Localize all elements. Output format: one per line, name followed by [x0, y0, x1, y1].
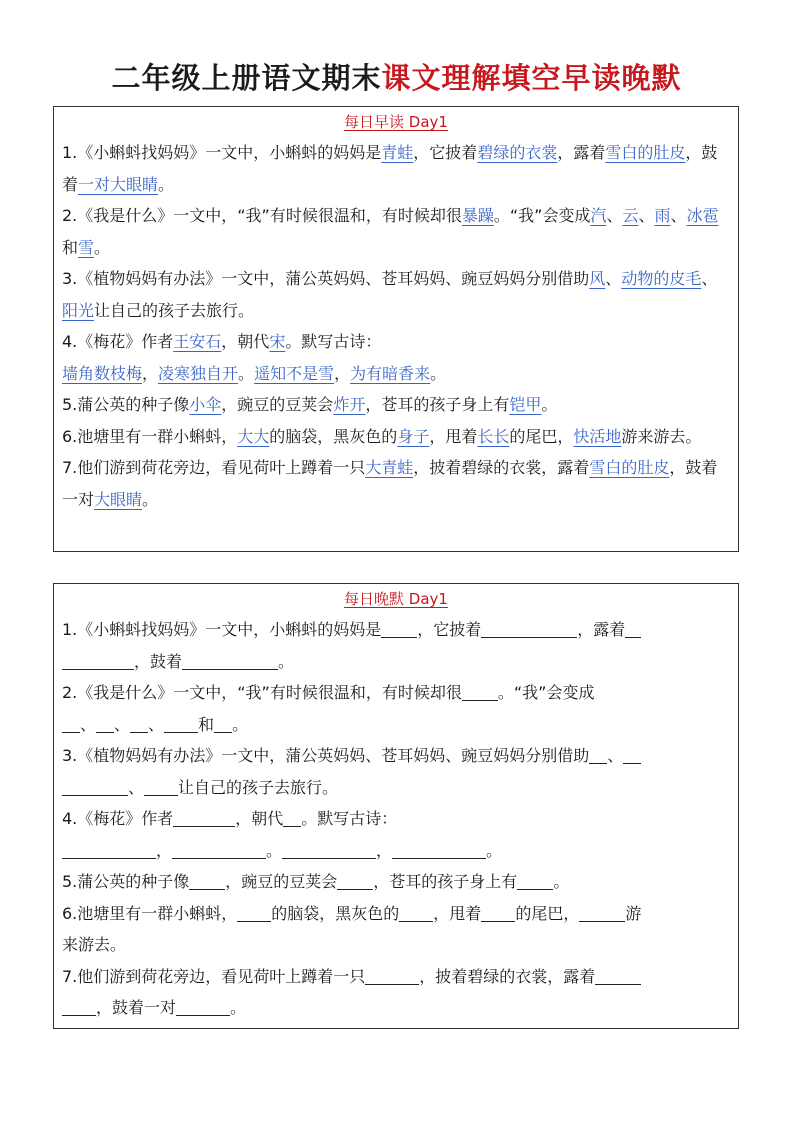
fill-blank[interactable]: [176, 997, 230, 1016]
evening-item: 1.《小蝌蚪找妈妈》一文中，小蝌蚪的妈妈是 ，它披着 ，露着 ，鼓着 。: [62, 614, 730, 677]
morning-item: 6.池塘里有一群小蝌蚪，大大的脑袋，黑灰色的身子，甩着长长的尾巴，快活地游来游去。: [62, 426, 702, 446]
fill-blank[interactable]: [164, 714, 198, 733]
fill-blank[interactable]: [462, 682, 498, 701]
fill-blank[interactable]: [517, 871, 553, 890]
morning-item: 7.他们游到荷花旁边，看见荷叶上蹲着一只大青蛙，披着碧绿的衣裳，露着雪白的肚皮，鼓着一对大眼睛。: [62, 458, 718, 509]
morning-items: [62, 137, 730, 515]
answer-text: 身子: [397, 426, 430, 446]
answer-text: 碧绿的衣裳: [477, 143, 558, 162]
fill-blank[interactable]: [392, 840, 486, 859]
evening-heading: 每日晚默 Day1: [344, 590, 448, 608]
evening-item: 5.蒲公英的种子像 ，豌豆的豆荚会 ，苍耳的孩子身上有 。: [62, 872, 570, 891]
fill-blank[interactable]: [214, 714, 232, 733]
answer-text: 铠甲: [509, 395, 542, 414]
fill-blank[interactable]: [173, 808, 235, 827]
fill-blank[interactable]: [481, 619, 577, 638]
morning-item: 4.《梅花》作者王安石，朝代宋。默写古诗： 墙角数枝梅，凌寒独自开。遥知不是雪，为有暗香来。: [62, 332, 447, 383]
fill-blank[interactable]: [625, 619, 641, 638]
fill-blank[interactable]: [579, 903, 625, 922]
morning-item: 5.蒲公英的种子像小伞，豌豆的豆荚会炸开，苍耳的孩子身上有铠甲。: [62, 395, 558, 414]
evening-dictation-box: [53, 583, 739, 1029]
fill-blank[interactable]: [282, 840, 376, 859]
answer-text: 雪: [78, 237, 95, 257]
fill-blank[interactable]: [172, 840, 266, 859]
answer-text: 风: [589, 269, 606, 288]
morning-item: 2.《我是什么》一文中，“我”有时候很温和，有时候却很暴躁。“我”会变成汽、云、雨、冰雹和雪。: [62, 206, 719, 257]
answer-text: 一对大眼睛: [78, 174, 159, 194]
answer-text: 雪白的肚皮: [589, 458, 670, 477]
answer-text: 暴躁: [461, 206, 494, 225]
fill-blank[interactable]: [130, 714, 148, 733]
answer-text: 冰雹: [686, 206, 719, 225]
title-black: 二年级上册语文期末: [111, 61, 382, 95]
page-title: [0, 58, 793, 98]
answer-text: 小伞: [189, 395, 222, 414]
evening-item: 3.《植物妈妈有办法》一文中，蒲公英妈妈、苍耳妈妈、豌豆妈妈分别借助 、 、 让自己的孩子去旅行。: [62, 740, 730, 803]
morning-item: 1.《小蝌蚪找妈妈》一文中，小蝌蚪的妈妈是青蛙，它披着碧绿的衣裳，露着雪白的肚皮，鼓着一对大眼睛。: [62, 143, 718, 194]
morning-heading: 每日早读 Day1: [344, 113, 448, 131]
answer-text: 长长: [477, 426, 510, 446]
fill-blank[interactable]: [62, 997, 96, 1016]
fill-blank[interactable]: [62, 777, 128, 796]
answer-text: 墙角数枝梅: [62, 363, 143, 383]
answer-text: 大大: [237, 426, 270, 446]
answer-text: 凌寒独自开: [158, 363, 239, 383]
answer-text: 为有暗香来: [350, 363, 431, 383]
answer-text: 云: [622, 206, 639, 225]
answer-text: 大青蛙: [365, 458, 414, 477]
evening-item: 4.《梅花》作者 ，朝代 。默写古诗： ， 。 ， 。: [62, 809, 503, 860]
fill-blank[interactable]: [62, 714, 80, 733]
answer-text: 大眼睛: [94, 489, 143, 509]
answer-text: 快活地: [573, 426, 622, 446]
answer-text: 动物的皮毛: [621, 269, 702, 288]
answer-text: 阳光: [62, 300, 95, 320]
fill-blank[interactable]: [337, 871, 373, 890]
fill-blank[interactable]: [189, 871, 225, 890]
fill-blank[interactable]: [623, 745, 641, 764]
answer-text: 汽: [590, 206, 607, 225]
morning-item: 3.《植物妈妈有办法》一文中，蒲公英妈妈、苍耳妈妈、豌豆妈妈分别借助风、动物的皮毛、阳光让自己的孩子去旅行。: [62, 269, 718, 320]
evening-items: [62, 614, 730, 1024]
answer-text: 遥知不是雪: [254, 363, 335, 383]
fill-blank[interactable]: [144, 777, 178, 796]
evening-item: 7.他们游到荷花旁边，看见荷叶上蹲着一只 ，披着碧绿的衣裳，露着 ，鼓着一对 。: [62, 961, 730, 1024]
fill-blank[interactable]: [96, 714, 114, 733]
answer-text: 雪白的肚皮: [605, 143, 686, 162]
evening-item: 6.池塘里有一群小蝌蚪， 的脑袋，黑灰色的 ，甩着 的尾巴， 游 来游去。: [62, 903, 642, 954]
answer-text: 宋: [269, 332, 286, 351]
answer-text: 青蛙: [381, 143, 414, 162]
answer-text: 炸开: [333, 395, 366, 414]
fill-blank[interactable]: [62, 840, 156, 859]
fill-blank[interactable]: [365, 966, 419, 985]
fill-blank[interactable]: [182, 651, 278, 670]
title-red: 课文理解填空早读晚默: [381, 61, 682, 95]
fill-blank[interactable]: [237, 903, 271, 922]
fill-blank[interactable]: [481, 903, 515, 922]
fill-blank[interactable]: [399, 903, 433, 922]
answer-text: 雨: [654, 206, 671, 225]
fill-blank[interactable]: [595, 966, 641, 985]
fill-blank[interactable]: [283, 808, 301, 827]
fill-blank[interactable]: [62, 651, 134, 670]
fill-blank[interactable]: [589, 745, 607, 764]
fill-blank[interactable]: [381, 619, 417, 638]
answer-text: 王安石: [173, 332, 222, 351]
evening-item: 2.《我是什么》一文中，“我”有时候很温和，有时候却很 。“我”会变成 、 、 、 和 。: [62, 683, 595, 734]
morning-reading-box: [53, 106, 739, 552]
